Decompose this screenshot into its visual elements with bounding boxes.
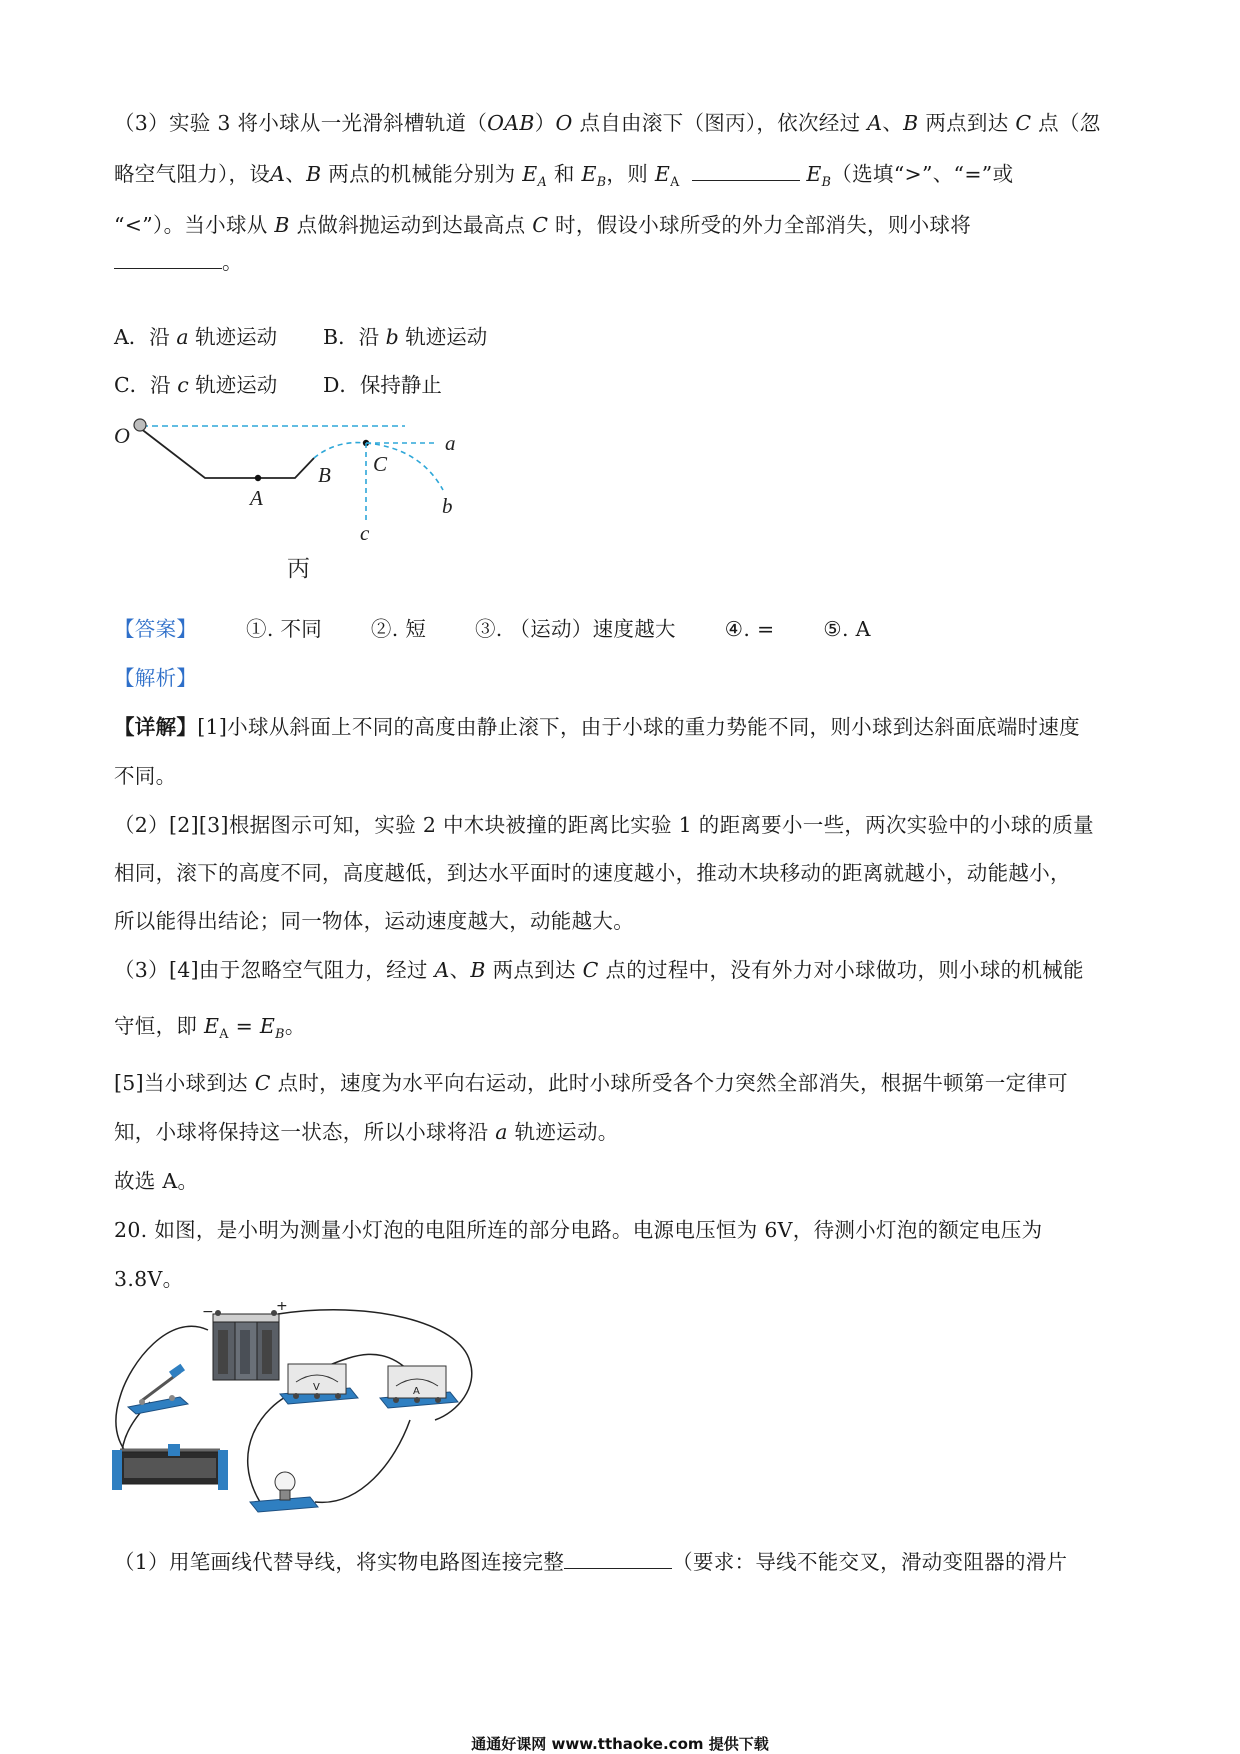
wire-switch-to-battery xyxy=(116,1326,208,1457)
wire-lamp-to-ammeter xyxy=(315,1420,410,1502)
q3-text: （选填“>”、“=”或 xyxy=(831,162,1014,186)
q3-text: OAB xyxy=(487,111,535,135)
option-text: C．沿 xyxy=(114,373,178,397)
q20-line-1: 20. 如图，是小明为测量小灯泡的电阻所连的部分电路。电源电压恒为 6V，待测小灯泡的额定电压为 xyxy=(114,1218,1043,1242)
energy-subscript: A xyxy=(537,174,548,190)
detail-var: B xyxy=(470,958,486,982)
detail-label: 【详解】 xyxy=(114,715,198,739)
option-a[interactable] xyxy=(114,320,277,350)
q3-text: “<”）。当小球从 xyxy=(114,213,275,237)
detail-p2b: 相同，滚下的高度不同，高度越低，到达水平面时的速度越小，推动木块移动的距离就越小，动能越小， xyxy=(114,861,1071,885)
energy-symbol: E xyxy=(204,1014,220,1038)
rheostat-icon xyxy=(112,1444,228,1490)
detail-text: = xyxy=(228,1014,260,1038)
detail-text: 轨迹运动。 xyxy=(507,1120,619,1144)
answer-item: ⑤. A xyxy=(823,617,871,641)
q3-line-3 xyxy=(114,208,971,238)
answer-item: ④. = xyxy=(724,617,775,641)
energy-subscript: B xyxy=(596,174,607,190)
q3-text: A xyxy=(867,111,883,135)
energy-subscript: B xyxy=(821,174,832,190)
voltmeter-label: V xyxy=(313,1382,320,1393)
detail-text: 守恒，即 xyxy=(114,1014,205,1038)
voltmeter-icon xyxy=(280,1364,358,1404)
q3-var: C xyxy=(532,213,549,237)
q3-text: B xyxy=(903,111,919,135)
option-text: 轨迹运动 xyxy=(188,325,278,349)
detail-text: 。 xyxy=(284,1014,306,1038)
q20-text: （1）用笔画线代替导线，将实物电路图连接完整 xyxy=(114,1550,565,1574)
detail-p5: 故选 A。 xyxy=(114,1169,199,1193)
detail-text: 两点到达 xyxy=(485,958,583,982)
option-var: c xyxy=(177,373,189,397)
option-c[interactable] xyxy=(114,368,277,398)
track-diagram xyxy=(100,410,500,585)
detail-var: a xyxy=(495,1120,508,1144)
detail-text: [5]当小球到达 xyxy=(114,1071,255,1095)
answer-blank-4[interactable] xyxy=(692,158,800,181)
detail-p3b xyxy=(114,1009,306,1041)
q3-text: 、 xyxy=(285,162,307,186)
point-A xyxy=(255,475,261,481)
q3-text: 点做斜抛运动到达最高点 xyxy=(289,213,533,237)
q3-text: 两点到达 xyxy=(918,111,1016,135)
detail-p4b xyxy=(114,1115,619,1145)
detail-var: A xyxy=(434,958,450,982)
option-text: D．保持静止 xyxy=(323,373,442,397)
answer-blank-5[interactable] xyxy=(114,246,222,269)
ammeter-label: A xyxy=(413,1386,420,1397)
answer-item: ①. 不同 xyxy=(246,617,323,641)
track-OAB xyxy=(140,428,314,478)
detail-p2c: 所以能得出结论；同一物体，运动速度越大，动能越大。 xyxy=(114,909,634,933)
q3-var: B xyxy=(274,213,290,237)
detail-var: C xyxy=(254,1071,271,1095)
q3-text: ，则 xyxy=(606,162,655,186)
circuit-diagram xyxy=(110,1302,490,1524)
switch-icon xyxy=(128,1364,188,1414)
detail-text: [1]小球从斜面上不同的高度由静止滚下，由于小球的重力势能不同，则小球到达斜面底端时速度 xyxy=(197,715,1080,739)
q3-text: 两点的机械能分别为 xyxy=(321,162,523,186)
battery-minus-label: − xyxy=(202,1304,214,1320)
answer-label: 【答案】 xyxy=(114,617,198,641)
q20-sub1 xyxy=(114,1545,1067,1575)
detail-var: C xyxy=(582,958,599,982)
lamp-icon xyxy=(250,1472,318,1512)
ammeter-icon xyxy=(380,1366,458,1408)
energy-symbol: E xyxy=(522,162,538,186)
analysis-label: 【解析】 xyxy=(114,666,198,690)
option-text: B．沿 xyxy=(323,325,386,349)
detail-text: 知，小球将保持这一状态，所以小球将沿 xyxy=(114,1120,496,1144)
label-C: C xyxy=(373,452,388,476)
option-b[interactable] xyxy=(323,320,487,350)
option-d[interactable] xyxy=(323,368,442,398)
q3-line-1 xyxy=(114,106,1101,136)
q3-var: B xyxy=(306,162,322,186)
detail-text: 、 xyxy=(449,958,471,982)
detail-p3a xyxy=(114,953,1084,983)
label-O: O xyxy=(114,423,130,448)
q3-text: 略空气阻力），设 xyxy=(114,162,271,186)
q20-text: （要求：导线不能交叉，滑动变阻器的滑片 xyxy=(672,1550,1068,1574)
battery-icon xyxy=(202,1302,288,1380)
label-c: c xyxy=(360,521,370,545)
q3-text: 、 xyxy=(882,111,904,135)
answer-blank-q20-1[interactable] xyxy=(564,1546,672,1569)
q3-var: A xyxy=(270,162,286,186)
option-text: 轨迹运动 xyxy=(398,325,488,349)
energy-symbol: E xyxy=(581,162,597,186)
q3-text: 点自由滚下（图丙），依次经过 xyxy=(572,111,868,135)
detail-p1a xyxy=(114,710,1080,740)
energy-subscript: B xyxy=(275,1026,285,1042)
energy-subscript: A xyxy=(219,1026,229,1042)
q20-line-2: 3.8V。 xyxy=(114,1267,184,1291)
detail-p4a xyxy=(114,1066,1068,1096)
figure-caption: 丙 xyxy=(287,556,310,582)
answer-item: ③. （运动）速度越大 xyxy=(474,617,676,641)
q3-text: 时，假设小球所受的外力全部消失，则小球将 xyxy=(548,213,972,237)
detail-text: 点时，速度为水平向右运动，此时小球所受各个力突然全部消失，根据牛顿第一定律可 xyxy=(270,1071,1068,1095)
q3-text: 。 xyxy=(222,250,243,274)
detail-text: （3）[4]由于忽略空气阻力，经过 xyxy=(114,958,435,982)
q3-line-2 xyxy=(114,157,1013,189)
ball xyxy=(134,419,146,431)
energy-subscript: A xyxy=(670,174,680,190)
detail-p2a: （2）[2][3]根据图示可知，实验 2 中木块被撞的距离比实验 1 的距离要小一些，两次实验中的小球的质量 xyxy=(114,813,1094,837)
label-A: A xyxy=(250,486,263,510)
q3-text: （3）实验 3 将小球从一光滑斜槽轨道（ xyxy=(114,111,488,135)
energy-symbol: E xyxy=(259,1014,276,1038)
energy-symbol: E xyxy=(654,162,671,186)
answer-item: ②. 短 xyxy=(370,617,427,641)
q3-text: C xyxy=(1015,111,1032,135)
q3-text: 点（忽 xyxy=(1031,111,1101,135)
energy-symbol: E xyxy=(806,162,822,186)
battery-plus-label: + xyxy=(276,1302,288,1314)
detail-p1b: 不同。 xyxy=(114,764,177,788)
q3-line-4 xyxy=(114,245,243,275)
detail-text: 点的过程中，没有外力对小球做功，则小球的机械能 xyxy=(598,958,1084,982)
q3-text: ） xyxy=(534,111,556,135)
label-B: B xyxy=(318,463,331,487)
option-var: b xyxy=(385,325,399,349)
option-text: A．沿 xyxy=(114,325,177,349)
label-a: a xyxy=(445,431,456,455)
footer-watermark: 通通好课网 www.tthaoke.com 提供下载 xyxy=(471,1735,769,1753)
trajectory-B-to-C xyxy=(314,443,366,458)
q3-text: 和 xyxy=(547,162,582,186)
option-var: a xyxy=(176,325,189,349)
q3-text: O xyxy=(555,111,573,135)
option-text: 轨迹运动 xyxy=(188,373,278,397)
answer-row xyxy=(114,612,871,642)
label-b: b xyxy=(442,494,453,518)
